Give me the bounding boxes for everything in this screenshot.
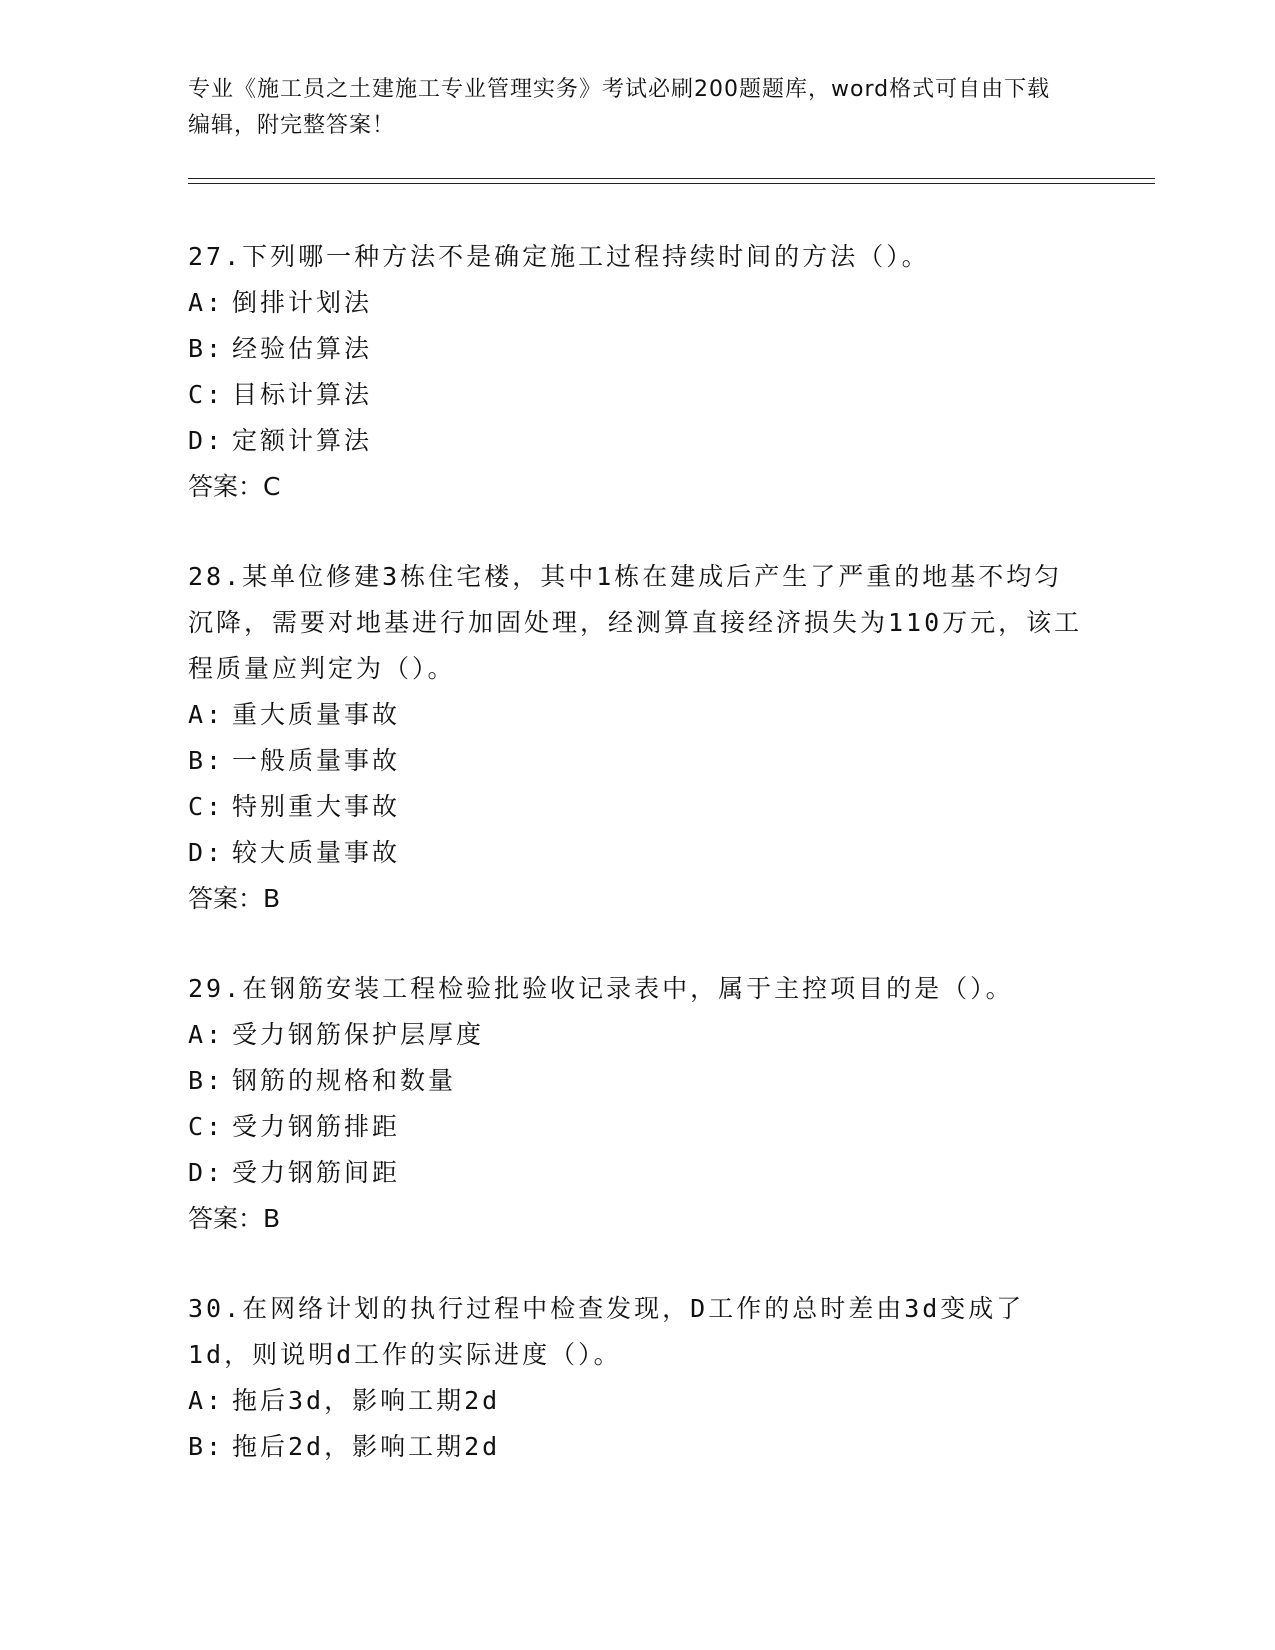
option-letter: A: [188, 288, 225, 317]
option-c [188, 372, 1088, 418]
option-a [188, 692, 1088, 738]
option-b [188, 1058, 1088, 1104]
option-text: 目标计算法 [232, 380, 373, 409]
option-letter: B: [188, 334, 225, 363]
option-letter: A: [188, 700, 225, 729]
option-b [188, 738, 1088, 784]
option-letter: D: [188, 838, 225, 867]
question-27 [188, 234, 1088, 510]
option-text: 一般质量事故 [232, 746, 401, 775]
question-29 [188, 966, 1088, 1242]
option-a [188, 1378, 1088, 1424]
option-letter: B: [188, 1066, 225, 1095]
option-text: 定额计算法 [232, 426, 373, 455]
option-a [188, 1012, 1088, 1058]
option-letter: B: [188, 1432, 225, 1461]
header-divider-bottom [188, 183, 1155, 184]
option-text: 倒排计划法 [232, 288, 373, 317]
option-text: 经验估算法 [232, 334, 373, 363]
document-header: 专业《施工员之土建施工专业管理实务》考试必刷200题题库，word格式可自由下载编辑，附完整答案！ [188, 77, 1051, 138]
option-letter: C: [188, 1112, 225, 1141]
option-text: 较大质量事故 [232, 838, 401, 867]
option-c [188, 784, 1088, 830]
option-d [188, 1150, 1088, 1196]
option-letter: C: [188, 792, 225, 821]
question-stem: 30.在网络计划的执行过程中检查发现，D工作的总时差由3d变成了1d，则说明d工作的实际进度（）。 [188, 1294, 1025, 1369]
option-text: 拖后3d，影响工期2d [232, 1386, 501, 1415]
option-b [188, 1424, 1088, 1470]
option-text: 受力钢筋排距 [232, 1112, 401, 1141]
option-text: 重大质量事故 [232, 700, 401, 729]
option-text: 特别重大事故 [232, 792, 401, 821]
question-stem: 28.某单位修建3栋住宅楼，其中1栋在建成后产生了严重的地基不均匀沉降，需要对地基进行加固处理，经测算直接经济损失为110万元，该工程质量应判定为（）。 [188, 562, 1083, 683]
option-letter: D: [188, 1158, 225, 1187]
option-text: 受力钢筋间距 [232, 1158, 401, 1187]
question-28 [188, 554, 1088, 922]
option-text: 受力钢筋保护层厚度 [232, 1020, 485, 1049]
option-letter: A: [188, 1386, 225, 1415]
option-letter: A: [188, 1020, 225, 1049]
question-30 [188, 1286, 1088, 1470]
question-stem: 29.在钢筋安装工程检验批验收记录表中，属于主控项目的是（）。 [188, 974, 1014, 1003]
option-c [188, 1104, 1088, 1150]
answer-line: 答案：B [188, 1204, 281, 1233]
option-text: 钢筋的规格和数量 [232, 1066, 457, 1095]
answer-line: 答案：C [188, 472, 281, 501]
option-letter: B: [188, 746, 225, 775]
answer-line: 答案：B [188, 884, 281, 913]
question-stem: 27.下列哪一种方法不是确定施工过程持续时间的方法（）。 [188, 242, 930, 271]
option-letter: C: [188, 380, 225, 409]
option-text: 拖后2d，影响工期2d [232, 1432, 501, 1461]
option-letter: D: [188, 426, 225, 455]
header-divider-top [188, 178, 1155, 179]
option-b [188, 326, 1088, 372]
option-d [188, 830, 1088, 876]
option-d [188, 418, 1088, 464]
option-a [188, 280, 1088, 326]
